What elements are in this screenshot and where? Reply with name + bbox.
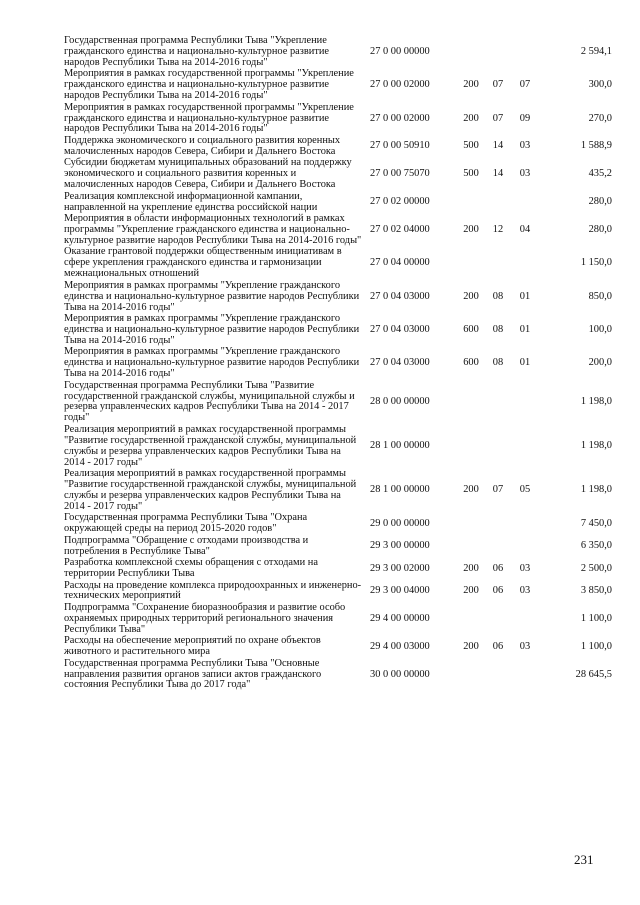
row-amount: 7 450,0 — [580, 517, 612, 529]
row-amount: 1 100,0 — [580, 640, 612, 652]
budget-document — [64, 36, 612, 692]
row-section: 08 — [492, 323, 504, 335]
row-target-code: 28 1 00 00000 — [370, 440, 430, 452]
row-subsection — [510, 36, 540, 69]
row-expense-type: 200 — [463, 584, 479, 596]
row-expense-type — [456, 247, 486, 280]
row-target-code: 27 0 04 03000 — [370, 357, 430, 369]
row-expense-type: 200 — [463, 112, 479, 124]
page-number: 231 — [574, 852, 594, 867]
budget-table-body — [64, 36, 612, 692]
row-target-code: 29 4 00 03000 — [370, 640, 430, 652]
budget-table — [64, 36, 612, 692]
row-target-code: 27 0 04 03000 — [370, 323, 430, 335]
table-row — [64, 36, 612, 69]
row-name: Мероприятия в рамках государственной программы "Укрепление гражданского единства и национально-культурное развитие народов Республики Тыва на 2014-2016 годы" — [64, 101, 354, 135]
row-expense-type — [456, 381, 486, 425]
row-target-code: 29 0 00 00000 — [370, 517, 430, 529]
row-amount: 100,0 — [588, 323, 612, 335]
row-section — [486, 659, 510, 692]
row-name: Государственная программа Республики Тыва "Основные направления развития органов записи актов гражданского состояния Республики Тыва до 2017 года" — [64, 657, 322, 691]
row-subsection: 01 — [519, 323, 531, 335]
row-section — [486, 513, 510, 535]
row-subsection — [510, 536, 540, 558]
row-expense-type: 600 — [463, 357, 479, 369]
row-name: Подпрограмма "Обращение с отходами производства и потребления в Республике Тыва" — [64, 534, 309, 557]
row-expense-type: 200 — [463, 79, 479, 91]
row-expense-type: 600 — [463, 323, 479, 335]
row-section: 12 — [492, 223, 504, 235]
row-section: 07 — [492, 79, 504, 91]
row-target-code: 29 3 00 04000 — [370, 584, 430, 596]
row-amount: 1 150,0 — [580, 257, 612, 269]
row-amount: 1 588,9 — [580, 140, 612, 152]
table-row — [64, 158, 612, 191]
row-name: Мероприятия в рамках программы "Укрепление гражданского единства и национально-культурное развитие народов Республики Тыва на 2014-2016 годы" — [64, 279, 360, 313]
row-amount: 28 645,5 — [575, 668, 612, 680]
table-row — [64, 636, 612, 658]
row-subsection: 03 — [519, 640, 531, 652]
row-subsection — [510, 425, 540, 469]
row-section: 14 — [492, 168, 504, 180]
row-name: Оказание грантовой поддержки общественным инициативам в сфере укрепления гражданского единства и гармонизации межнациональных отношений — [64, 246, 342, 280]
table-row — [64, 603, 612, 636]
row-subsection: 05 — [519, 484, 531, 496]
row-expense-type: 200 — [463, 640, 479, 652]
row-amount: 270,0 — [588, 112, 612, 124]
table-row — [64, 103, 612, 136]
row-amount: 200,0 — [588, 357, 612, 369]
row-target-code: 29 4 00 00000 — [370, 612, 430, 624]
row-target-code: 27 0 02 00000 — [370, 196, 430, 208]
row-target-code: 27 0 00 50910 — [370, 140, 430, 152]
table-row — [64, 136, 612, 158]
row-target-code: 29 3 00 00000 — [370, 540, 430, 552]
row-expense-type — [456, 36, 486, 69]
table-row — [64, 69, 612, 102]
table-row — [64, 247, 612, 280]
row-subsection: 03 — [519, 140, 531, 152]
row-subsection — [510, 659, 540, 692]
row-section: 08 — [492, 357, 504, 369]
row-target-code: 29 3 00 02000 — [370, 562, 430, 574]
row-section: 06 — [492, 562, 504, 574]
row-target-code: 27 0 02 04000 — [370, 223, 430, 235]
row-subsection — [510, 381, 540, 425]
row-section — [486, 36, 510, 69]
row-expense-type — [456, 603, 486, 636]
row-subsection: 03 — [519, 168, 531, 180]
table-row — [64, 192, 612, 214]
row-subsection: 09 — [519, 112, 531, 124]
table-row — [64, 659, 612, 692]
row-name: Реализация мероприятий в рамках государственной программы "Развитие государственной гражданской службы, муниципальной службы и резерва управленческих кадров Республики Тыва на 2014 - 2017 годы" — [64, 468, 357, 512]
row-name: Субсидии бюджетам муниципальных образований на поддержку экономического и социального развития коренных и малочисленных народов Севера, Сибири и Дальнего Востока — [64, 157, 352, 191]
row-name: Государственная программа Республики Тыва "Развитие государственной гражданской службы, муниципальной службы и резерва управленческих кадров Республики Тыва на 2014 - 2017 годы" — [64, 379, 355, 424]
row-amount: 1 100,0 — [580, 612, 612, 624]
row-name: Расходы на проведение комплекса природоохранных и инженерно-технических мероприятий — [64, 579, 362, 602]
row-target-code: 27 0 04 03000 — [370, 290, 430, 302]
row-name: Реализация мероприятий в рамках государственной программы "Развитие государственной гражданской службы, муниципальной службы и резерва управленческих кадров Республики Тыва на 2014 - 2017 годы" — [64, 423, 357, 468]
row-amount: 435,2 — [588, 168, 612, 180]
row-subsection — [510, 603, 540, 636]
row-amount: 280,0 — [588, 196, 612, 208]
row-target-code: 27 0 04 00000 — [370, 257, 430, 269]
row-target-code: 27 0 00 00000 — [370, 45, 430, 57]
table-row — [64, 513, 612, 535]
row-section — [486, 425, 510, 469]
row-subsection — [510, 247, 540, 280]
table-row — [64, 214, 612, 247]
row-section: 14 — [492, 140, 504, 152]
row-expense-type: 200 — [463, 484, 479, 496]
row-amount: 2 594,1 — [580, 45, 612, 57]
row-expense-type — [456, 536, 486, 558]
row-expense-type — [456, 425, 486, 469]
row-expense-type: 200 — [463, 223, 479, 235]
row-expense-type — [456, 513, 486, 535]
row-expense-type: 200 — [463, 562, 479, 574]
row-target-code: 28 0 00 00000 — [370, 395, 430, 407]
row-section — [486, 381, 510, 425]
row-section: 07 — [492, 112, 504, 124]
row-name: Мероприятия в рамках государственной программы "Укрепление гражданского единства и национально-культурное развитие народов Республики Тыва на 2014-2016 годы" — [64, 68, 354, 102]
table-row — [64, 469, 612, 513]
row-amount: 1 198,0 — [580, 395, 612, 407]
row-subsection — [510, 513, 540, 535]
row-expense-type — [456, 659, 486, 692]
row-amount: 1 198,0 — [580, 484, 612, 496]
table-row — [64, 281, 612, 314]
row-section — [486, 536, 510, 558]
row-name: Мероприятия в рамках программы "Укрепление гражданского единства и национально-культурное развитие народов Республики Тыва на 2014-2016 годы" — [64, 313, 360, 346]
row-name: Реализация комплексной информационной кампании, направленной на укрепление единства российской нации — [64, 190, 318, 213]
table-row — [64, 581, 612, 603]
row-expense-type — [456, 192, 486, 214]
row-section — [486, 192, 510, 214]
row-name: Поддержка экономического и социального развития коренных малочисленных народов Севера, Сибири и Дальнего Востока — [64, 134, 341, 157]
row-name: Разработка комплексной схемы обращения с отходами на территории Республики Тыва — [64, 557, 318, 579]
row-subsection: 01 — [519, 290, 531, 302]
row-subsection: 03 — [519, 562, 531, 574]
row-subsection: 03 — [519, 584, 531, 596]
row-section: 06 — [492, 640, 504, 652]
row-section: 08 — [492, 290, 504, 302]
row-target-code: 27 0 00 02000 — [370, 79, 430, 91]
table-row — [64, 425, 612, 469]
row-section — [486, 603, 510, 636]
row-section — [486, 247, 510, 280]
table-row — [64, 536, 612, 558]
row-amount: 1 198,0 — [580, 440, 612, 452]
row-amount: 6 350,0 — [580, 540, 612, 552]
row-name: Расходы на обеспечение мероприятий по охране объектов животного и растительного мира — [64, 635, 321, 658]
row-subsection: 01 — [519, 357, 531, 369]
row-target-code: 30 0 00 00000 — [370, 668, 430, 680]
row-subsection — [510, 192, 540, 214]
row-target-code: 27 0 00 75070 — [370, 168, 430, 180]
row-section: 07 — [492, 484, 504, 496]
row-name: Подпрограмма "Сохранение биоразнообразия и развитие особо охраняемых природных территорий регионального значения Республики Тыва" — [64, 601, 346, 635]
row-name: Мероприятия в области информационных технологий в рамках программы "Укрепление гражданского единства и национально-культурное развитие народов Республики Тыва на 2014-2016 годы" — [64, 213, 362, 246]
row-amount: 300,0 — [588, 79, 612, 91]
row-target-code: 28 1 00 00000 — [370, 484, 430, 496]
row-section: 06 — [492, 584, 504, 596]
row-subsection: 07 — [519, 79, 531, 91]
row-target-code: 27 0 00 02000 — [370, 112, 430, 124]
table-row — [64, 347, 612, 380]
row-expense-type: 500 — [463, 140, 479, 152]
table-row — [64, 558, 612, 580]
table-row — [64, 314, 612, 347]
row-amount: 280,0 — [588, 223, 612, 235]
row-name: Государственная программа Республики Тыва "Охрана окружающей среды на период 2015-2020 годов" — [64, 512, 308, 535]
row-subsection: 04 — [519, 223, 531, 235]
row-expense-type: 200 — [463, 290, 479, 302]
row-expense-type: 500 — [463, 168, 479, 180]
row-name: Мероприятия в рамках программы "Укрепление гражданского единства и национально-культурное развитие народов Республики Тыва на 2014-2016 годы" — [64, 346, 360, 380]
table-row — [64, 381, 612, 425]
row-amount: 850,0 — [588, 290, 612, 302]
row-name: Государственная программа Республики Тыва "Укрепление гражданского единства и национально-культурное развитие народов Республики Тыва на 2014-2016 годы" — [64, 35, 330, 68]
row-amount: 2 500,0 — [580, 562, 612, 574]
row-amount: 3 850,0 — [580, 584, 612, 596]
